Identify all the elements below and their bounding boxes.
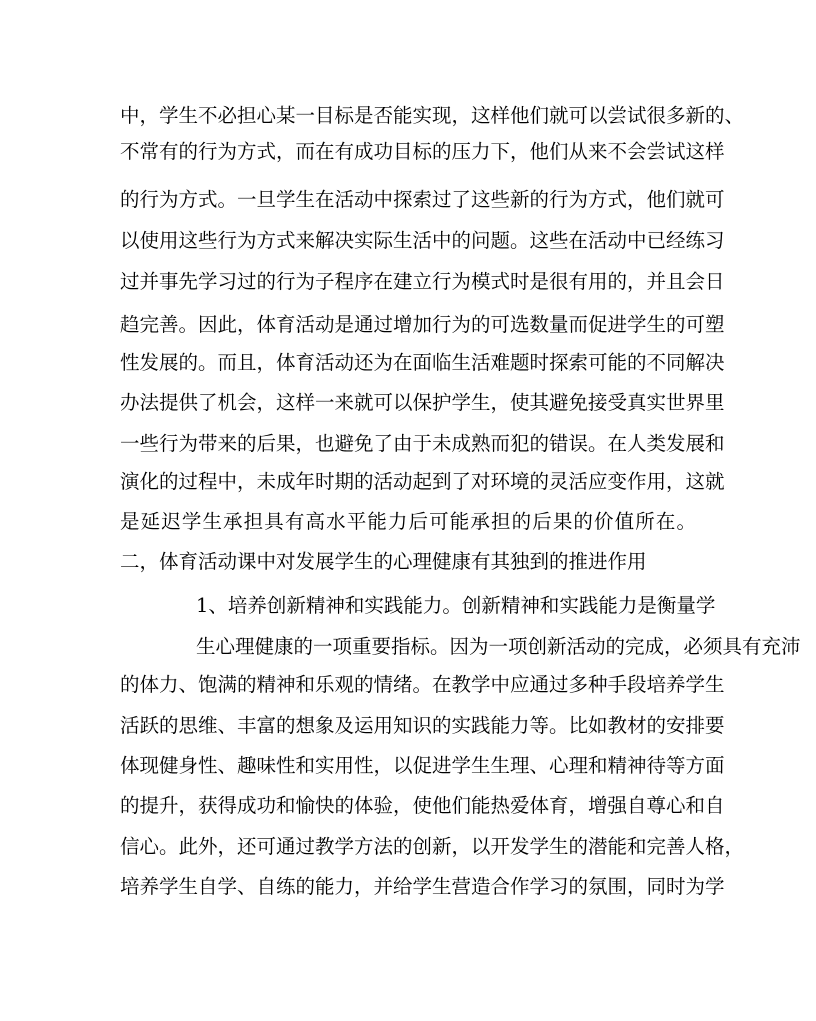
text-line-20: 培养学生自学、自练的能力，并给学生营造合作学习的氛围，同时为学 [120, 875, 725, 898]
text-line-18: 的提升，获得成功和愉快的体验，使他们能热爱体育，增强自尊心和自 [120, 794, 725, 817]
text-line-4: 以使用这些行为方式来解决实际生活中的问题。这些在活动中已经练习 [120, 229, 725, 252]
text-line-9: 一些行为带来的后果，也避免了由于未成熟而犯的错误。在人类发展和 [120, 432, 725, 455]
section-heading: 1、培养创新精神和实践能力。创新精神和实践能力是衡量学 [196, 594, 716, 617]
text-line-15: 的体力、饱满的精神和乐观的情绪。在教学中应通过多种手段培养学生 [120, 673, 725, 696]
text-line-5: 过并事先学习过的行为子程序在建立行为模式时是很有用的，并且会日 [120, 270, 725, 293]
text-line-2: 不常有的行为方式，而在有成功目标的压力下，他们从来不会尝试这样 [120, 140, 725, 163]
text-line-7: 性发展的。而且，体育活动还为在面临生活难题时探索可能的不同解决 [120, 351, 725, 374]
text-line-12: 二，体育活动课中对发展学生的心理健康有其独到的推进作用 [120, 550, 647, 573]
text-line-17: 体现健身性、趣味性和实用性，以促进学生生理、心理和精神待等方面 [120, 754, 725, 777]
text-line-11: 是延迟学生承担具有高水平能力后可能承担的后果的价值所在。 [120, 510, 696, 533]
text-line-1: 中，学生不必担心某一目标是否能实现，这样他们就可以尝试很多新的、 [120, 104, 745, 127]
text-line-3: 的行为方式。一旦学生在活动中探索过了这些新的行为方式，他们就可 [120, 188, 725, 211]
text-line-14: 生心理健康的一项重要指标。因为一项创新活动的完成，必须具有充沛 [196, 635, 801, 658]
text-line-10: 演化的过程中，未成年时期的活动起到了对环境的灵活应变作用，这就 [120, 470, 725, 493]
text-line-19: 信心。此外，还可通过教学方法的创新，以开发学生的潜能和完善人格， [120, 835, 745, 858]
text-line-8: 办法提供了机会，这样一来就可以保护学生，使其避免接受真实世界里 [120, 391, 725, 414]
text-line-6: 趋完善。因此，体育活动是通过增加行为的可选数量而促进学生的可塑 [120, 313, 725, 336]
text-line-16: 活跃的思维、丰富的想象及运用知识的实践能力等。比如教材的安排要 [120, 714, 725, 737]
